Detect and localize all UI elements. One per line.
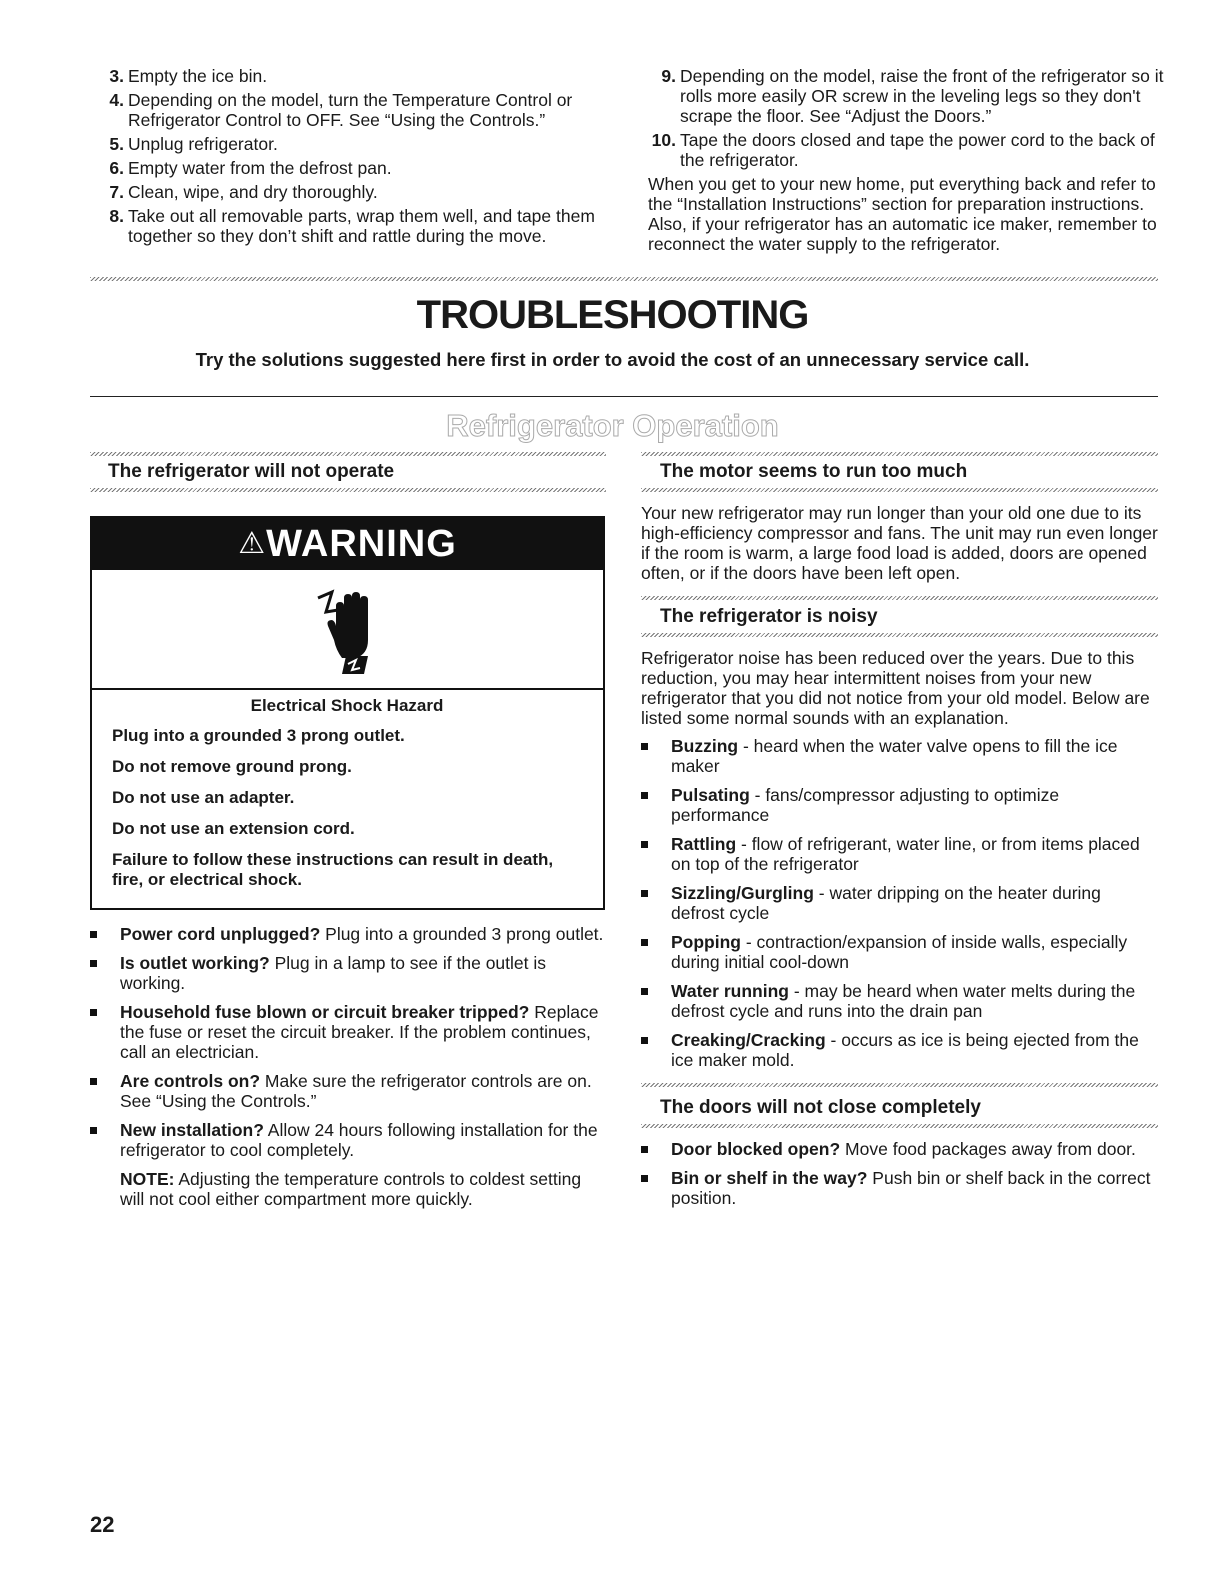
note-text: Adjusting the temperature controls to coldest setting will not cool either compartment more quickly. [120, 1169, 582, 1209]
warning-label: WARNING [266, 523, 457, 565]
bullet-lead: Are controls on? [120, 1071, 261, 1091]
step-number: 10. [651, 130, 676, 150]
doors-section [641, 1139, 1158, 1217]
moving-steps-right [648, 66, 1168, 254]
bullet-lead: Pulsating [671, 785, 750, 805]
step-text: Take out all removable parts, wrap them well, and tape them together so they don’t shift and rattle during the move. [128, 206, 595, 246]
divider-rule [90, 396, 1158, 397]
bullet-text: Push bin or shelf back in the correct position. [671, 1168, 1151, 1208]
numbered-step [648, 130, 1168, 170]
step-text: Clean, wipe, and dry thoroughly. [128, 182, 378, 202]
step-text: Tape the doors closed and tape the power cord to the back of the refrigerator. [680, 130, 1155, 170]
bullet-item [641, 834, 1158, 874]
step-number: 8. [109, 206, 124, 226]
bullet-text: Move food packages away from door. [840, 1139, 1136, 1159]
bullet-item [90, 1120, 606, 1160]
warning-body [112, 696, 582, 901]
heading-motor: The motor seems to run too much [660, 461, 968, 482]
bullet-item [641, 981, 1158, 1021]
motor-section [641, 503, 1158, 583]
bullet-item [90, 924, 606, 944]
not-operate-list [90, 924, 606, 1209]
step-number: 9. [661, 66, 676, 86]
bullet-lead: New installation? [120, 1120, 264, 1140]
bullet-item [90, 1071, 606, 1111]
bullet-text: Make sure the refrigerator controls are on. See “Using the Controls.” [120, 1071, 592, 1111]
bullet-text: - heard when the water valve opens to fill the ice maker [671, 736, 1118, 776]
motor-text: Your new refrigerator may run longer than your old one due to its high-efficiency compressor and fans. The unit may run even longer if the room is warm, a large food load is added, doors are opened often, or if the doors have been left open. [641, 503, 1158, 583]
bullet-lead: Is outlet working? [120, 953, 270, 973]
bullet-lead: Creaking/Cracking [671, 1030, 826, 1050]
numbered-step [98, 206, 606, 246]
bullet-item [90, 1002, 606, 1062]
bullet-item [641, 1139, 1158, 1159]
warning-box [90, 516, 605, 910]
heading-hatch-bottom [641, 1124, 1158, 1128]
bullet-text: Replace the fuse or reset the circuit breaker. If the problem continues, call an electrician. [120, 1002, 599, 1062]
bullet-item [641, 1030, 1158, 1070]
heading-hatch-bottom [90, 488, 606, 492]
warning-triangle-icon: ⚠ [238, 527, 267, 560]
page-title: TROUBLESHOOTING [416, 293, 809, 337]
bullet-item [641, 1168, 1158, 1208]
noisy-text: Refrigerator noise has been reduced over the years. Due to this reduction, you may hear intermittent noises from your new refrigerator that you did not notice from your old model. Below are listed some normal sounds with an explanation. [641, 648, 1150, 728]
step-text: Empty the ice bin. [128, 66, 268, 86]
warning-line: Failure to follow these instructions can result in death, fire, or electrical shock. [112, 850, 554, 889]
section-title: Refrigerator Operation [446, 408, 779, 443]
hazard-title: Electrical Shock Hazard [250, 696, 444, 715]
step-number: 4. [109, 90, 124, 110]
bullet-text: Plug in a lamp to see if the outlet is working. [120, 953, 547, 993]
moving-steps-left [98, 66, 606, 250]
warning-icon-area [92, 570, 603, 690]
bullet-lead: Household fuse blown or circuit breaker tripped? [120, 1002, 530, 1022]
numbered-step [98, 90, 606, 130]
heading-noisy: The refrigerator is noisy [660, 606, 878, 627]
step-number: 7. [109, 182, 124, 202]
bullet-lead: Sizzling/Gurgling [671, 883, 814, 903]
note [90, 1169, 606, 1209]
bullet-text: Plug into a grounded 3 prong outlet. [320, 924, 604, 944]
electrical-shock-hand-icon [312, 584, 392, 676]
numbered-step [98, 66, 606, 86]
heading-hatch-bottom [641, 633, 1158, 637]
step-number: 3. [109, 66, 124, 86]
step-text: Unplug refrigerator. [128, 134, 278, 154]
bullet-text: Allow 24 hours following installation for the refrigerator to cool completely. [120, 1120, 598, 1160]
numbered-step [98, 158, 606, 178]
bullet-text: - occurs as ice is being ejected from the ice maker mold. [671, 1030, 1139, 1070]
bullet-text: - water dripping on the heater during defrost cycle [671, 883, 1101, 923]
step-number: 6. [109, 158, 124, 178]
bullet-lead: Door blocked open? [671, 1139, 841, 1159]
step-text: Depending on the model, raise the front of the refrigerator so it rolls more easily OR screw in the leveling legs so they don't scrape the floor. See “Adjust the Doors.” [680, 66, 1164, 126]
warning-header [92, 518, 603, 570]
divider-hatch [90, 277, 1158, 281]
heading-hatch-top [90, 452, 606, 456]
bullet-text: - fans/compressor adjusting to optimize performance [671, 785, 1060, 825]
heading-doors: The doors will not close completely [660, 1097, 981, 1118]
heading-hatch-top [641, 1083, 1158, 1087]
warning-line: Do not remove ground prong. [112, 757, 352, 776]
numbered-step [98, 182, 606, 202]
step-number: 5. [109, 134, 124, 154]
numbered-step [648, 66, 1168, 126]
bullet-lead: Buzzing [671, 736, 739, 756]
page-subtitle: Try the solutions suggested here first in order to avoid the cost of an unnecessary service call. [195, 349, 1030, 370]
noisy-section [641, 648, 1158, 1079]
heading-not-operate: The refrigerator will not operate [108, 461, 395, 482]
bullet-lead: Water running [671, 981, 789, 1001]
bullet-lead: Rattling [671, 834, 737, 854]
heading-hatch-top [641, 596, 1158, 600]
heading-hatch-bottom [641, 488, 1158, 492]
bullet-item [641, 736, 1158, 776]
bullet-item [641, 785, 1158, 825]
bullet-text: - contraction/expansion of inside walls, especially during initial cool-down [671, 932, 1128, 972]
warning-line: Do not use an extension cord. [112, 819, 355, 838]
bullet-text: - flow of refrigerant, water line, or from items placed on top of the refrigerator [671, 834, 1140, 874]
warning-line: Do not use an adapter. [112, 788, 295, 807]
bullet-item [90, 953, 606, 993]
page-number: 22 [90, 1512, 115, 1537]
step-text: Empty water from the defrost pan. [128, 158, 392, 178]
numbered-step [98, 134, 606, 154]
bullet-lead: Popping [671, 932, 741, 952]
note-label: NOTE: [120, 1169, 175, 1189]
bullet-lead: Power cord unplugged? [120, 924, 321, 944]
bullet-text: - may be heard when water melts during the defrost cycle and runs into the drain pan [671, 981, 1136, 1021]
moving-note: When you get to your new home, put everything back and refer to the “Installation Instructions” section for preparation instructions. Also, if your refrigerator has an automatic ice maker, remember to reconnect the water supply to the refrigerator. [648, 174, 1157, 254]
step-text: Depending on the model, turn the Temperature Control or Refrigerator Control to OFF. See “Using the Controls.” [128, 90, 573, 130]
bullet-lead: Bin or shelf in the way? [671, 1168, 868, 1188]
bullet-item [641, 883, 1158, 923]
warning-line: Plug into a grounded 3 prong outlet. [112, 726, 405, 745]
heading-hatch-top [641, 452, 1158, 456]
bullet-item [641, 932, 1158, 972]
